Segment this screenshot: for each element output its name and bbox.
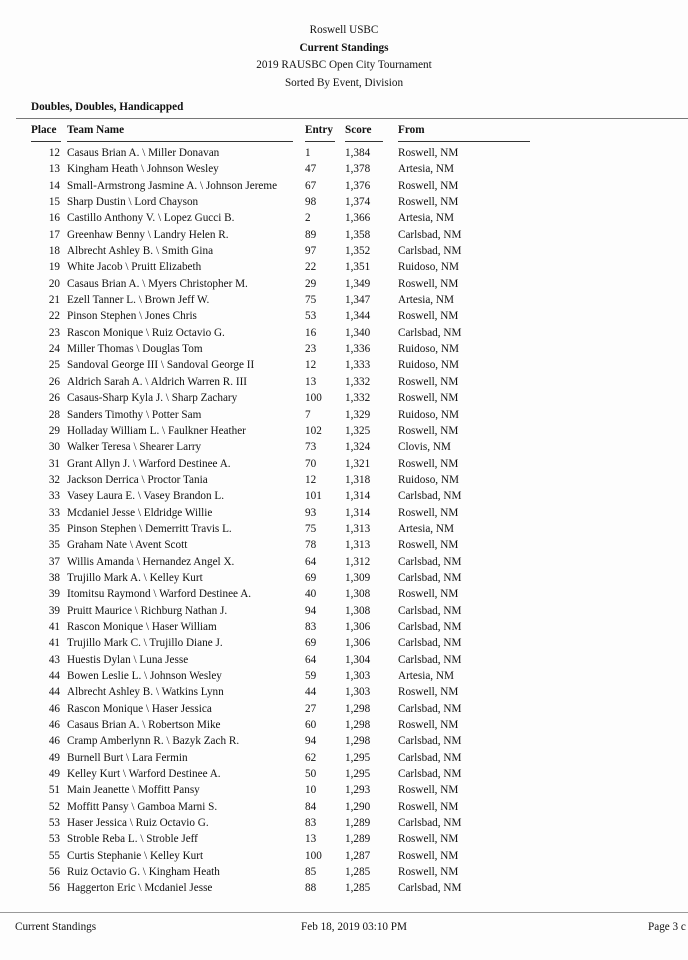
cell-team: Vasey Laura E. \ Vasey Brandon L.	[67, 490, 224, 503]
cell-team: Willis Amanda \ Hernandez Angel X.	[67, 555, 235, 568]
cell-score: 1,287	[345, 849, 371, 862]
cell-score: 1,313	[345, 539, 371, 552]
table-row	[0, 652, 688, 668]
cell-entry: 100	[305, 849, 322, 862]
cell-entry: 7	[305, 408, 311, 421]
cell-from: Carlsbad, NM	[398, 702, 462, 715]
cell-entry: 16	[305, 326, 317, 339]
cell-from: Carlsbad, NM	[398, 637, 462, 650]
cell-place: 12	[48, 147, 60, 159]
cell-place: 38	[48, 571, 60, 584]
cell-from: Roswell, NM	[398, 866, 459, 879]
table-row	[0, 308, 688, 324]
report-header	[0, 22, 688, 92]
cell-from: Roswell, NM	[398, 147, 459, 159]
cell-score: 1,295	[345, 768, 371, 781]
cell-score: 1,306	[345, 620, 371, 633]
column-underline-entry	[305, 141, 335, 142]
table-row	[0, 194, 688, 210]
cell-team: Kelley Kurt \ Warford Destinee A.	[67, 768, 221, 781]
cell-team: Itomitsu Raymond \ Warford Destinee A.	[67, 588, 252, 601]
cell-place: 33	[48, 490, 60, 503]
cell-from: Carlsbad, NM	[398, 245, 462, 258]
cell-from: Roswell, NM	[398, 506, 459, 519]
cell-entry: 12	[305, 473, 317, 486]
cell-team: Moffitt Pansy \ Gamboa Marni S.	[67, 800, 218, 813]
cell-place: 37	[48, 555, 60, 568]
column-underline-from	[398, 141, 530, 142]
cell-entry: 67	[305, 179, 317, 192]
table-row	[0, 864, 688, 880]
cell-entry: 94	[305, 735, 317, 748]
cell-score: 1,351	[345, 261, 371, 274]
cell-from: Carlsbad, NM	[398, 751, 462, 764]
cell-score: 1,325	[345, 424, 371, 437]
cell-from: Roswell, NM	[398, 784, 459, 797]
cell-place: 43	[48, 653, 60, 666]
cell-place: 41	[48, 637, 60, 650]
table-row	[0, 848, 688, 864]
cell-entry: 101	[305, 490, 322, 503]
cell-score: 1,329	[345, 408, 371, 421]
cell-from: Artesia, NM	[398, 294, 454, 307]
cell-from: Roswell, NM	[398, 588, 459, 601]
cell-place: 19	[48, 261, 60, 274]
cell-team: Rascon Monique \ Haser Jessica	[67, 702, 212, 715]
cell-place: 53	[48, 833, 60, 846]
table-row	[0, 292, 688, 308]
cell-from: Roswell, NM	[398, 196, 459, 209]
table-row	[0, 161, 688, 177]
cell-score: 1,332	[345, 392, 371, 405]
cell-from: Roswell, NM	[398, 539, 459, 552]
cell-place: 16	[48, 212, 60, 225]
cell-place: 32	[48, 473, 60, 486]
cell-team: Haggerton Eric \ Mcdaniel Jesse	[67, 882, 213, 895]
cell-entry: 27	[305, 702, 317, 715]
cell-team: Ezell Tanner L. \ Brown Jeff W.	[67, 294, 210, 307]
table-row	[0, 537, 688, 553]
cell-place: 51	[48, 784, 60, 797]
cell-team: Casaus Brian A. \ Miller Donavan	[67, 147, 220, 159]
cell-entry: 84	[305, 800, 317, 813]
cell-place: 53	[48, 817, 60, 830]
tournament-name: 2019 RAUSBC Open City Tournament	[256, 59, 432, 71]
cell-team: Ruiz Octavio G. \ Kingham Heath	[67, 866, 220, 879]
cell-team: Pinson Stephen \ Jones Chris	[67, 310, 197, 323]
cell-place: 55	[48, 849, 60, 862]
cell-score: 1,349	[345, 277, 371, 290]
cell-entry: 88	[305, 882, 317, 895]
cell-entry: 12	[305, 359, 317, 372]
cell-team: Holladay William L. \ Faulkner Heather	[67, 424, 246, 437]
cell-score: 1,358	[345, 228, 371, 241]
cell-score: 1,298	[345, 702, 371, 715]
cell-entry: 93	[305, 506, 317, 519]
cell-place: 46	[48, 719, 60, 732]
cell-entry: 69	[305, 637, 317, 650]
cell-from: Ruidoso, NM	[398, 473, 459, 486]
cell-place: 26	[48, 375, 60, 388]
cell-team: Sharp Dustin \ Lord Chayson	[67, 196, 199, 209]
cell-entry: 73	[305, 441, 317, 454]
cell-from: Carlsbad, NM	[398, 620, 462, 633]
cell-place: 17	[48, 228, 60, 241]
cell-score: 1,324	[345, 441, 371, 454]
cell-from: Roswell, NM	[398, 277, 459, 290]
cell-place: 29	[48, 424, 60, 437]
cell-place: 28	[48, 408, 60, 421]
cell-place: 56	[48, 866, 60, 879]
table-row	[0, 276, 688, 292]
cell-place: 15	[48, 196, 60, 209]
cell-score: 1,285	[345, 866, 371, 879]
cell-entry: 89	[305, 228, 317, 241]
cell-place: 23	[48, 326, 60, 339]
cell-team: Castillo Anthony V. \ Lopez Gucci B.	[67, 212, 235, 225]
cell-team: Miller Thomas \ Douglas Tom	[67, 343, 203, 356]
table-row	[0, 668, 688, 684]
cell-team: Casaus-Sharp Kyla J. \ Sharp Zachary	[67, 392, 238, 405]
cell-score: 1,303	[345, 686, 371, 699]
cell-team: Small-Armstrong Jasmine A. \ Johnson Jereme	[67, 179, 278, 192]
cell-entry: 13	[305, 375, 317, 388]
table-row	[0, 635, 688, 651]
cell-from: Artesia, NM	[398, 522, 454, 535]
cell-entry: 102	[305, 424, 322, 437]
cell-place: 44	[48, 670, 60, 682]
column-header-score: Score	[345, 124, 372, 136]
cell-team: Walker Teresa \ Shearer Larry	[67, 441, 202, 454]
cell-from: Carlsbad, NM	[398, 817, 462, 830]
table-row	[0, 766, 688, 782]
cell-place: 25	[48, 359, 60, 372]
cell-from: Roswell, NM	[398, 833, 459, 846]
cell-from: Roswell, NM	[398, 719, 459, 732]
cell-from: Carlsbad, NM	[398, 768, 462, 781]
cell-team: Haser Jessica \ Ruiz Octavio G.	[67, 817, 209, 830]
cell-entry: 1	[305, 147, 311, 159]
cell-score: 1,321	[345, 457, 371, 470]
cell-from: Roswell, NM	[398, 179, 459, 192]
cell-from: Roswell, NM	[398, 800, 459, 813]
table-row	[0, 586, 688, 602]
table-row	[0, 505, 688, 521]
cell-entry: 50	[305, 768, 317, 781]
table-row	[0, 603, 688, 619]
cell-team: Rascon Monique \ Haser William	[67, 620, 217, 633]
cell-entry: 78	[305, 539, 317, 552]
cell-from: Carlsbad, NM	[398, 653, 462, 666]
cell-score: 1,289	[345, 833, 371, 846]
cell-score: 1,333	[345, 359, 371, 372]
cell-entry: 97	[305, 245, 317, 258]
cell-place: 49	[48, 751, 60, 764]
cell-team: Trujillo Mark C. \ Trujillo Diane J.	[67, 637, 223, 650]
table-row	[0, 472, 688, 488]
cell-score: 1,314	[345, 490, 371, 503]
cell-place: 39	[48, 604, 60, 617]
cell-score: 1,347	[345, 294, 371, 307]
cell-from: Carlsbad, NM	[398, 326, 462, 339]
cell-from: Ruidoso, NM	[398, 343, 459, 356]
cell-entry: 64	[305, 555, 317, 568]
cell-team: Huestis Dylan \ Luna Jesse	[67, 653, 189, 666]
cell-from: Carlsbad, NM	[398, 228, 462, 241]
cell-from: Roswell, NM	[398, 375, 459, 388]
cell-score: 1,308	[345, 604, 371, 617]
table-row	[0, 227, 688, 243]
table-row	[0, 439, 688, 455]
table-row	[0, 733, 688, 749]
cell-score: 1,298	[345, 719, 371, 732]
cell-place: 33	[48, 506, 60, 519]
cell-team: Graham Nate \ Avent Scott	[67, 539, 188, 552]
cell-score: 1,304	[345, 653, 371, 666]
cell-score: 1,336	[345, 343, 371, 356]
cell-place: 20	[48, 277, 60, 290]
cell-entry: 44	[305, 686, 317, 699]
cell-team: Trujillo Mark A. \ Kelley Kurt	[67, 571, 203, 584]
cell-score: 1,352	[345, 245, 371, 258]
cell-from: Ruidoso, NM	[398, 408, 459, 421]
standings-table-body	[0, 145, 688, 897]
footer-divider	[0, 912, 688, 913]
cell-team: Burnell Burt \ Lara Fermin	[67, 751, 188, 764]
cell-team: Albrecht Ashley B. \ Smith Gina	[67, 245, 214, 258]
cell-score: 1,308	[345, 588, 371, 601]
table-row	[0, 880, 688, 896]
table-row	[0, 178, 688, 194]
table-row	[0, 750, 688, 766]
cell-team: Cramp Amberlynn R. \ Bazyk Zach R.	[67, 735, 240, 748]
cell-score: 1,314	[345, 506, 371, 519]
cell-entry: 83	[305, 817, 317, 830]
table-row	[0, 145, 688, 161]
cell-team: Sanders Timothy \ Potter Sam	[67, 408, 202, 421]
cell-place: 14	[48, 179, 60, 192]
table-row	[0, 521, 688, 537]
section-title: Doubles, Doubles, Handicapped	[31, 101, 184, 113]
cell-team: Jackson Derrica \ Proctor Tania	[67, 473, 208, 486]
cell-score: 1,313	[345, 522, 371, 535]
cell-score: 1,366	[345, 212, 371, 225]
cell-place: 46	[48, 735, 60, 748]
cell-score: 1,340	[345, 326, 371, 339]
table-row	[0, 782, 688, 798]
cell-from: Clovis, NM	[398, 441, 451, 454]
cell-entry: 40	[305, 588, 317, 601]
cell-place: 26	[48, 392, 60, 405]
cell-team: White Jacob \ Pruitt Elizabeth	[67, 261, 202, 274]
cell-team: Rascon Monique \ Ruiz Octavio G.	[67, 326, 225, 339]
cell-from: Carlsbad, NM	[398, 555, 462, 568]
cell-place: 31	[48, 457, 60, 470]
cell-team: Casaus Brian A. \ Myers Christopher M.	[67, 277, 248, 290]
footer-page-number: Page 3 c	[648, 921, 686, 933]
cell-place: 30	[48, 441, 60, 454]
cell-score: 1,332	[345, 375, 371, 388]
footer-timestamp: Feb 18, 2019 03:10 PM	[301, 921, 407, 933]
column-underline-place	[31, 141, 61, 142]
cell-score: 1,318	[345, 473, 371, 486]
table-row	[0, 341, 688, 357]
cell-entry: 75	[305, 294, 317, 307]
cell-team: Aldrich Sarah A. \ Aldrich Warren R. III	[67, 375, 248, 388]
cell-entry: 85	[305, 866, 317, 879]
cell-from: Roswell, NM	[398, 310, 459, 323]
cell-team: Grant Allyn J. \ Warford Destinee A.	[67, 457, 231, 470]
cell-team: Curtis Stephanie \ Kelley Kurt	[67, 849, 204, 862]
table-row	[0, 701, 688, 717]
section-divider	[16, 118, 688, 119]
cell-place: 22	[48, 310, 60, 323]
cell-from: Carlsbad, NM	[398, 735, 462, 748]
cell-score: 1,384	[345, 147, 371, 159]
table-row	[0, 259, 688, 275]
table-row	[0, 554, 688, 570]
column-underline-team	[67, 141, 293, 142]
cell-place: 46	[48, 702, 60, 715]
cell-entry: 75	[305, 522, 317, 535]
cell-entry: 53	[305, 310, 317, 323]
cell-entry: 13	[305, 833, 317, 846]
cell-from: Roswell, NM	[398, 849, 459, 862]
table-row	[0, 619, 688, 635]
table-row	[0, 390, 688, 406]
table-row	[0, 570, 688, 586]
table-row	[0, 357, 688, 373]
column-underline-score	[345, 141, 383, 142]
cell-team: Main Jeanette \ Moffitt Pansy	[67, 784, 200, 797]
cell-score: 1,298	[345, 735, 371, 748]
table-row	[0, 717, 688, 733]
table-row	[0, 488, 688, 504]
cell-from: Roswell, NM	[398, 392, 459, 405]
cell-score: 1,285	[345, 882, 371, 895]
cell-score: 1,374	[345, 196, 371, 209]
cell-entry: 23	[305, 343, 317, 356]
cell-entry: 83	[305, 620, 317, 633]
table-row	[0, 456, 688, 472]
cell-from: Artesia, NM	[398, 670, 454, 682]
cell-score: 1,378	[345, 163, 371, 176]
table-row	[0, 243, 688, 259]
cell-place: 18	[48, 245, 60, 258]
cell-from: Ruidoso, NM	[398, 359, 459, 372]
table-row	[0, 815, 688, 831]
cell-place: 44	[48, 686, 60, 699]
cell-place: 52	[48, 800, 60, 813]
org-name: Roswell USBC	[309, 24, 379, 36]
column-header-place: Place	[31, 124, 57, 136]
column-header-team: Team Name	[67, 124, 125, 136]
cell-place: 39	[48, 588, 60, 601]
cell-score: 1,290	[345, 800, 371, 813]
table-row	[0, 325, 688, 341]
cell-score: 1,312	[345, 555, 371, 568]
cell-entry: 62	[305, 751, 317, 764]
cell-score: 1,306	[345, 637, 371, 650]
cell-place: 24	[48, 343, 60, 356]
table-row	[0, 799, 688, 815]
cell-from: Carlsbad, NM	[398, 882, 462, 895]
cell-from: Carlsbad, NM	[398, 604, 462, 617]
cell-team: Greenhaw Benny \ Landry Helen R.	[67, 228, 229, 241]
cell-score: 1,309	[345, 571, 371, 584]
column-header-entry: Entry	[305, 124, 333, 136]
cell-from: Roswell, NM	[398, 457, 459, 470]
cell-from: Ruidoso, NM	[398, 261, 459, 274]
table-row	[0, 407, 688, 423]
cell-score: 1,289	[345, 817, 371, 830]
footer-report-name: Current Standings	[15, 921, 97, 933]
cell-team: Pruitt Maurice \ Richburg Nathan J.	[67, 604, 228, 617]
cell-team: Stroble Reba L. \ Stroble Jeff	[67, 833, 198, 846]
cell-from: Roswell, NM	[398, 686, 459, 699]
cell-team: Albrecht Ashley B. \ Watkins Lynn	[67, 686, 224, 699]
cell-entry: 29	[305, 277, 317, 290]
cell-place: 35	[48, 522, 60, 535]
table-row	[0, 210, 688, 226]
cell-entry: 70	[305, 457, 317, 470]
cell-entry: 47	[305, 163, 317, 176]
cell-score: 1,295	[345, 751, 371, 764]
cell-from: Artesia, NM	[398, 212, 454, 225]
table-row	[0, 684, 688, 700]
cell-entry: 59	[305, 670, 317, 682]
cell-place: 41	[48, 620, 60, 633]
cell-score: 1,376	[345, 179, 371, 192]
cell-entry: 98	[305, 196, 317, 209]
cell-entry: 94	[305, 604, 317, 617]
sort-description: Sorted By Event, Division	[284, 76, 404, 89]
cell-score: 1,293	[345, 784, 371, 797]
cell-team: Bowen Leslie L. \ Johnson Wesley	[67, 670, 222, 682]
cell-place: 35	[48, 539, 60, 552]
cell-entry: 100	[305, 392, 322, 405]
cell-entry: 60	[305, 719, 317, 732]
cell-place: 56	[48, 882, 60, 895]
cell-entry: 64	[305, 653, 317, 666]
cell-from: Carlsbad, NM	[398, 490, 462, 503]
cell-entry: 69	[305, 571, 317, 584]
cell-from: Roswell, NM	[398, 424, 459, 437]
cell-score: 1,303	[345, 670, 371, 682]
table-row	[0, 831, 688, 847]
cell-team: Pinson Stephen \ Demerritt Travis L.	[67, 522, 232, 535]
cell-team: Mcdaniel Jesse \ Eldridge Willie	[67, 506, 213, 519]
cell-score: 1,344	[345, 310, 371, 323]
cell-from: Carlsbad, NM	[398, 571, 462, 584]
cell-from: Artesia, NM	[398, 163, 454, 176]
cell-place: 49	[48, 768, 60, 781]
cell-team: Kingham Heath \ Johnson Wesley	[67, 163, 219, 176]
cell-place: 21	[48, 294, 60, 307]
cell-place: 13	[48, 163, 60, 176]
cell-entry: 10	[305, 784, 317, 797]
cell-entry: 22	[305, 261, 317, 274]
cell-entry: 2	[305, 212, 311, 225]
report-title: Current Standings	[299, 41, 389, 54]
cell-team: Casaus Brian A. \ Robertson Mike	[67, 719, 221, 732]
table-row	[0, 374, 688, 390]
cell-team: Sandoval George III \ Sandoval George II	[67, 359, 255, 372]
table-row	[0, 423, 688, 439]
column-header-from: From	[398, 124, 425, 136]
